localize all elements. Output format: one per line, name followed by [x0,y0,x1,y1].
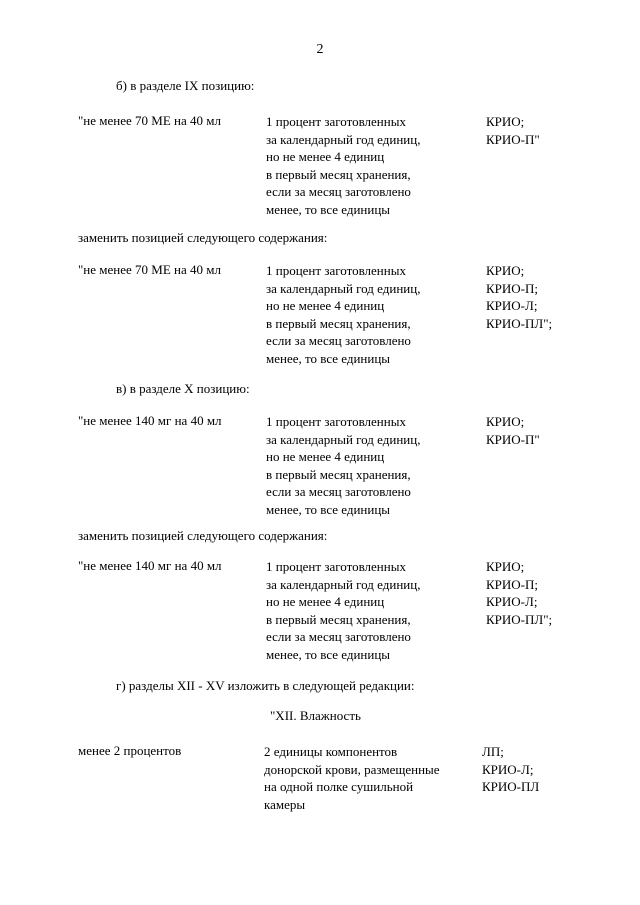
row-codes [486,413,540,448]
volume-line: менее, то все единицы [266,201,391,217]
paragraph-v: в) в разделе X позицию: [116,381,250,396]
code-line: КРИО-Л; [486,594,538,609]
volume-line: за календарный год единиц, [266,131,421,147]
row-codes [482,743,539,796]
volume-line: 1 процент заготовленных [266,114,406,129]
volume-line: менее, то все единицы [266,350,391,366]
code-line: КРИО-П" [486,131,540,147]
paragraph-replace-2: заменить позицией следующего содержания: [78,528,328,543]
volume-line: 1 процент заготовленных [266,559,406,574]
volume-line: в первый месяц хранения, [266,466,411,482]
code-line: КРИО; [486,114,525,129]
row-criterion: менее 2 процентов [78,743,182,758]
paragraph-b: б) в разделе IX позицию: [116,78,255,93]
code-line: КРИО-П; [486,576,539,592]
volume-line: но не менее 4 единиц [266,298,385,313]
volume-line: 1 процент заготовленных [266,263,406,278]
volume-line: за календарный год единиц, [266,280,421,296]
volume-line: но не менее 4 единиц [266,594,385,609]
paragraph-g: г) разделы XII - XV изложить в следующей редакции: [116,678,415,693]
code-line: КРИО-П; [486,280,539,296]
row-volume [266,113,420,218]
code-line: КРИО-ПЛ [482,779,540,794]
row-codes [486,113,540,148]
volume-line: менее, то все единицы [266,501,391,517]
code-line: КРИО; [486,559,525,574]
volume-line: но не менее 4 единиц [266,149,385,164]
volume-line: за календарный год единиц, [266,576,421,592]
code-line: КРИО-ПЛ"; [486,315,553,331]
volume-line: если за месяц заготовлено [266,484,411,499]
volume-line: если за месяц заготовлено [266,333,411,348]
volume-line: на одной полке сушильной [264,779,414,794]
volume-line: в первый месяц хранения, [266,315,411,331]
volume-line: за календарный год единиц, [266,431,421,447]
row-codes [486,558,552,628]
volume-line: 1 процент заготовленных [266,414,406,429]
row-volume [266,558,420,663]
volume-line: камеры [264,796,306,812]
code-line: КРИО; [486,414,525,429]
volume-line: если за месяц заготовлено [266,629,411,644]
row-volume [266,262,420,367]
code-line: ЛП; [482,744,504,759]
row-criterion: "не менее 140 мг на 40 мл [78,558,222,573]
row-volume [266,413,420,518]
volume-line: в первый месяц хранения, [266,611,411,627]
code-line: КРИО-П" [486,431,540,447]
code-line: КРИО-ПЛ"; [486,611,553,627]
row-criterion: "не менее 70 МЕ на 40 мл [78,113,221,128]
volume-line: 2 единицы компонентов [264,744,398,759]
volume-line: менее, то все единицы [266,646,391,662]
volume-line: если за месяц заготовлено [266,184,411,199]
row-volume [264,743,440,813]
volume-line: донорской крови, размещенные [264,761,440,777]
code-line: КРИО-Л; [482,761,534,777]
volume-line: в первый месяц хранения, [266,166,411,182]
code-line: КРИО-Л; [486,298,538,313]
volume-line: но не менее 4 единиц [266,449,385,464]
paragraph-replace-1: заменить позицией следующего содержания: [78,230,328,245]
page-number: 2 [316,42,324,57]
code-line: КРИО; [486,263,525,278]
row-codes [486,262,552,332]
section-heading: "XII. Влажность [270,708,361,723]
row-criterion: "не менее 70 МЕ на 40 мл [78,262,221,277]
row-criterion: "не менее 140 мг на 40 мл [78,413,222,428]
